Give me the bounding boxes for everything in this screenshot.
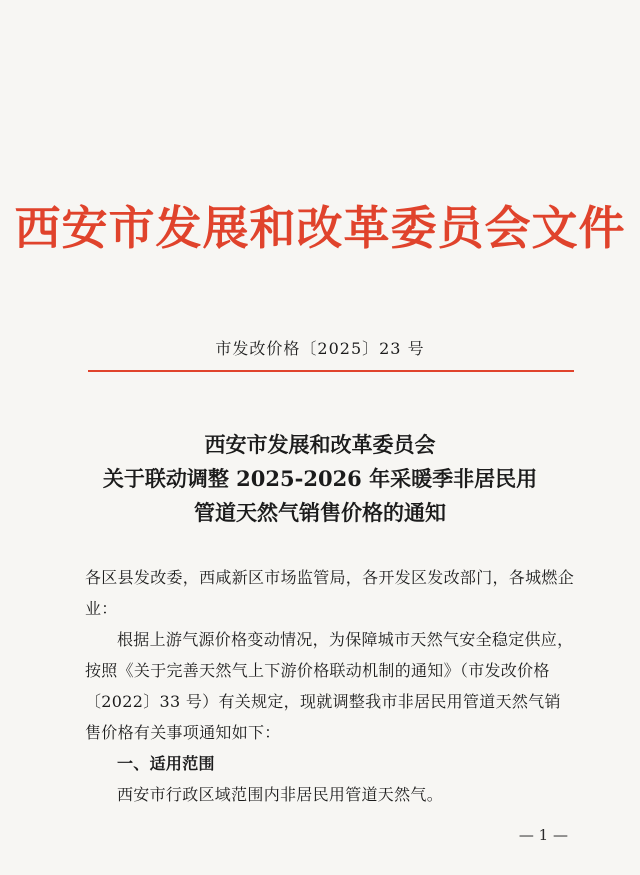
section-heading: 一、适用范围 (117, 754, 215, 773)
recipients-line: 各区县发改委，西咸新区市场监管局，各开发区发改部门，各城燃企业： (85, 568, 575, 618)
page-number: — 1 — (518, 826, 568, 844)
masthead-title: 西安市发展和改革委员会文件 (14, 201, 626, 255)
title-line-1: 西安市发展和改革委员会 (204, 432, 436, 457)
title-line-3: 管道天然气销售价格的通知 (194, 500, 446, 525)
body-paragraph: 根据上游气源价格变动情况，为保障城市天然气安全稳定供应，按照《关于完善天然气上下游价格联动机制的通知》（市发改价格〔2022〕33 号）有关规定，现就调整我市非居民用管道天然气销售价格有关事项通知如下： (85, 630, 574, 742)
section-text: 西安市行政区域范围内非居民用管道天然气。 (117, 785, 444, 804)
document-number: 市发改价格〔2025〕23 号 (215, 339, 425, 358)
notice-body (85, 562, 575, 810)
red-divider-line (88, 370, 574, 372)
title-line-2: 关于联动调整 2025-2026 年采暖季非居民用 (102, 466, 538, 491)
notice-title (0, 428, 640, 530)
